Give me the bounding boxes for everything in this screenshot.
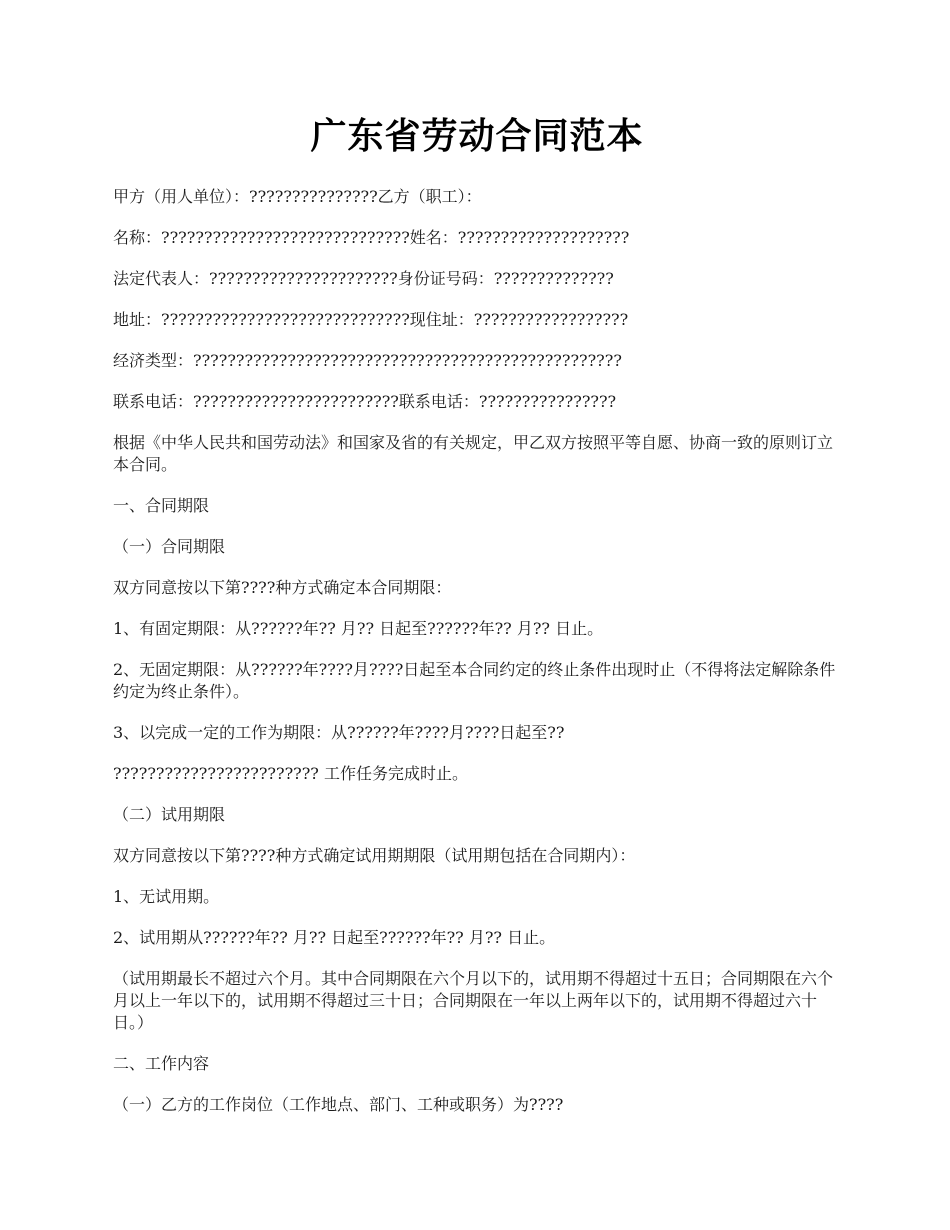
- section-heading-work: 二、工作内容: [113, 1054, 210, 1073]
- phone-line: 联系电话：????????????????????????联系电话：????????????????: [113, 392, 617, 411]
- section-heading-term: 一、合同期限: [113, 496, 210, 515]
- party-header-line: 甲方（用人单位）：???????????????乙方（职工）：: [113, 187, 482, 206]
- preamble-paragraph: 根据《中华人民共和国劳动法》和国家及省的有关规定，甲乙双方按照平等自愿、协商一致的原则订立本合同。: [113, 433, 834, 474]
- probation-note-paragraph: （试用期最长不超过六个月。其中合同期限在六个月以下的，试用期不得超过十五日；合同期限在六个月以上一年以下的，试用期不得超过三十日；合同期限在一年以上两年以下的，试用期不得超过六十日。）: [113, 969, 834, 1032]
- document-page: [113, 108, 841, 1135]
- work-position-line: （一）乙方的工作岗位（工作地点、部门、工种或职务）为????: [113, 1095, 564, 1114]
- economic-type-line: 经济类型：??????????????????????????????????????????????????: [113, 351, 622, 370]
- task-term-line: 3、以完成一定的工作为期限：从??????年????月????日起至??: [113, 723, 565, 742]
- document-title: 广东省劳动合同范本: [310, 115, 644, 157]
- probation-method-line: 双方同意按以下第????种方式确定试用期期限（试用期包括在合同期内）：: [113, 846, 636, 865]
- subsection-heading-probation: （二）试用期限: [113, 805, 226, 824]
- fixed-term-line: 1、有固定期限：从??????年?? 月?? 日起至??????年?? 月?? 日止。: [113, 619, 604, 638]
- task-term-continuation: ???????????????????????? 工作任务完成时止。: [113, 764, 468, 783]
- subsection-heading-term: （一）合同期限: [113, 537, 226, 556]
- legal-rep-line: 法定代表人：??????????????????????身份证号码：??????????????: [113, 269, 614, 288]
- probation-period-line: 2、试用期从??????年?? 月?? 日起至??????年?? 月?? 日止。: [113, 928, 556, 947]
- name-line: 名称：?????????????????????????????姓名：????????????????????: [113, 228, 630, 247]
- address-line: 地址：?????????????????????????????现住址：??????????????????: [113, 310, 629, 329]
- no-probation-line: 1、无试用期。: [113, 887, 220, 906]
- term-method-line: 双方同意按以下第????种方式确定本合同期限：: [113, 578, 452, 597]
- open-term-paragraph: 2、无固定期限：从??????年????月????日起至本合同约定的终止条件出现时止（不得将法定解除条件约定为终止条件）。: [113, 660, 836, 701]
